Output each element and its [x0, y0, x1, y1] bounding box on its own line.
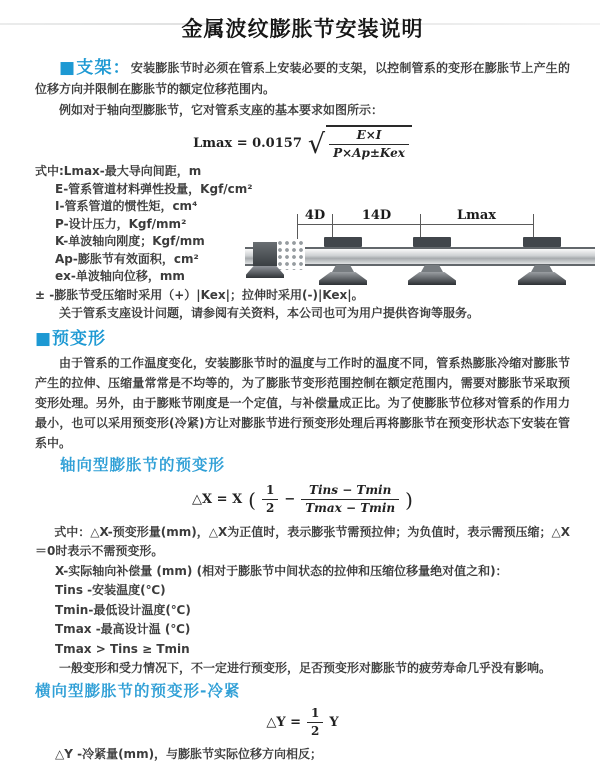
fraction-numerator: 1: [307, 706, 323, 723]
predeform-section-header: ■预变形: [35, 328, 107, 349]
guide-support-pedestal: [518, 272, 566, 285]
fraction-denominator: P×Ap±Kex: [333, 146, 405, 160]
lateral-predeform-subheader: 横向型膨胀节的预变形-冷紧: [35, 681, 241, 700]
guide-support-pedestal: [408, 272, 456, 285]
page-title: 金属波纹膨胀节安装说明: [181, 17, 424, 41]
support-example-line: 例如对于轴向型膨胀节，它对管系支座的基本要求如图所示：: [59, 103, 384, 117]
document-page: [0, 14, 600, 761]
guide-support-cap: [324, 237, 362, 247]
definition-line: K-单波轴向刚度；Kgf/mm: [55, 234, 205, 248]
close-paren: ): [405, 487, 413, 512]
axial-line: X-实际轴向补偿量 (mm) (相对于膨胀节中间状态的拉伸和压缩位移量绝对值之和)：: [55, 563, 508, 578]
definition-line: P-设计压力，Kgf/mm²: [55, 216, 187, 231]
guide-support-cap: [413, 237, 451, 247]
anchor-support-block: [253, 242, 277, 266]
fraction-denominator: 2: [311, 724, 320, 738]
formula-lhs: Lmax = 0.0157: [193, 135, 302, 151]
definition-line: ex-单波轴向位移，mm: [55, 269, 185, 283]
formula-fraction: [262, 483, 278, 516]
dimension-tick: [420, 214, 421, 238]
definition-line: E-管系管道材料弹性投量，Kgf/cm²: [55, 181, 253, 196]
support-intro-paragraph: [35, 58, 570, 100]
definition-line: I-管系管道的惯性矩，cm⁴: [55, 199, 198, 213]
axial-line: Tmax -最高设计温 (℃): [55, 622, 191, 636]
support-section-header: ■支架：: [59, 58, 131, 78]
guide-spacing-formula: [35, 126, 570, 160]
formula-rhs: Y: [329, 715, 339, 730]
axial-line: 一般变形和受力情况下，不一定进行预变形，足否预变形对膨胀节的疲劳寿命几乎没有影响。: [59, 661, 552, 675]
consult-note: 关于管系支座设计问题，请参阅有关资料，本公司也可为用户提供咨询等服务。: [59, 305, 480, 320]
cold-tightening-note: △Y -冷紧量(mm)，与膨胀节实际位移方向相反；: [55, 746, 323, 761]
axial-line: 式中：△X-预变形量(mm)，△X为正值时，表示膨张节需预拉伸；为负值时，表示需预压缩；△X＝0时表示不需预变形。: [35, 524, 570, 558]
definition-line: Ap-膨胀节有效面积，cm²: [55, 251, 199, 266]
bellows-expansion-joint: [277, 239, 305, 270]
guide-support-pedestal: [319, 272, 367, 285]
fraction-denominator: Tmax − Tmin: [305, 501, 396, 515]
dimension-tick: [533, 214, 534, 238]
dim-label-lmax: Lmax: [456, 208, 497, 223]
dim-label-14d: 14D: [361, 208, 392, 223]
predeform-paragraph: 由于管系的工作温度变化，安装膨胀节时的温度与工作时的温度不同，管系热膨胀冷缩对膨胀节产生的拉伸、压缩量常常是不均等的，为了膨胀节变形范围控制在额定范围内，需要对膨胀节采取预变形处理。另外，由于膨账节刚度是一个定值，与补偿量成正比。为了使膨胀节位移对管系的作用力最小，也可以采用预变形(冷紧)方让对膨胀节进行预变形处理后再将膨胀节在预变形状态下安装在管系中。: [35, 355, 570, 450]
sqrt-body: [326, 125, 412, 161]
minus-operator: −: [284, 492, 296, 507]
axial-line: Tmax > Tins ≥ Tmin: [55, 641, 190, 656]
formula-fraction: [307, 706, 323, 739]
formula-lhs: △X = X: [192, 492, 243, 507]
lateral-predeform-formula: [35, 708, 570, 738]
guide-support-saddle: [531, 265, 553, 272]
axial-predeform-formula: [35, 481, 570, 519]
square-root-icon: √: [307, 129, 326, 160]
formula-fraction: [301, 483, 399, 516]
support-intro-text: 安装膨胀节时必须在管系上安装必要的支架，以控制管系的变形在膨胀节上产生的位移方向并限制在膨胀节的额定位移范围内。: [35, 61, 570, 96]
definition-line: 式中:Lmax-最大导向间距，m: [35, 164, 202, 178]
guide-support-cap: [523, 237, 561, 247]
fraction-numerator: 1: [262, 483, 278, 500]
dim-label-4d: 4D: [304, 208, 326, 223]
formula-lhs: △Y =: [266, 715, 302, 730]
fraction-numerator: E×I: [329, 128, 409, 145]
fraction-numerator: Tins − Tmin: [301, 483, 399, 500]
document-content: [0, 14, 600, 764]
formula-fraction: [329, 128, 409, 161]
guide-support-saddle: [421, 265, 443, 272]
open-paren: (: [248, 487, 256, 512]
pipe-support-diagram: [243, 208, 597, 292]
guide-support-saddle: [332, 265, 354, 272]
plus-minus-note: ± -膨胀节受压缩时采用（+）|Kex|；拉伸时采用(-)|Kex|。: [35, 287, 364, 302]
fraction-denominator: 2: [265, 501, 275, 515]
axial-predeform-subheader: 轴向型膨胀节的预变形: [60, 455, 226, 474]
axial-line: Tins -安装温度(℃): [55, 583, 166, 597]
dimension-tick: [332, 214, 333, 238]
axial-line: Tmin-最低设计温度(℃): [55, 602, 191, 617]
axial-definition-lines: [35, 523, 570, 679]
